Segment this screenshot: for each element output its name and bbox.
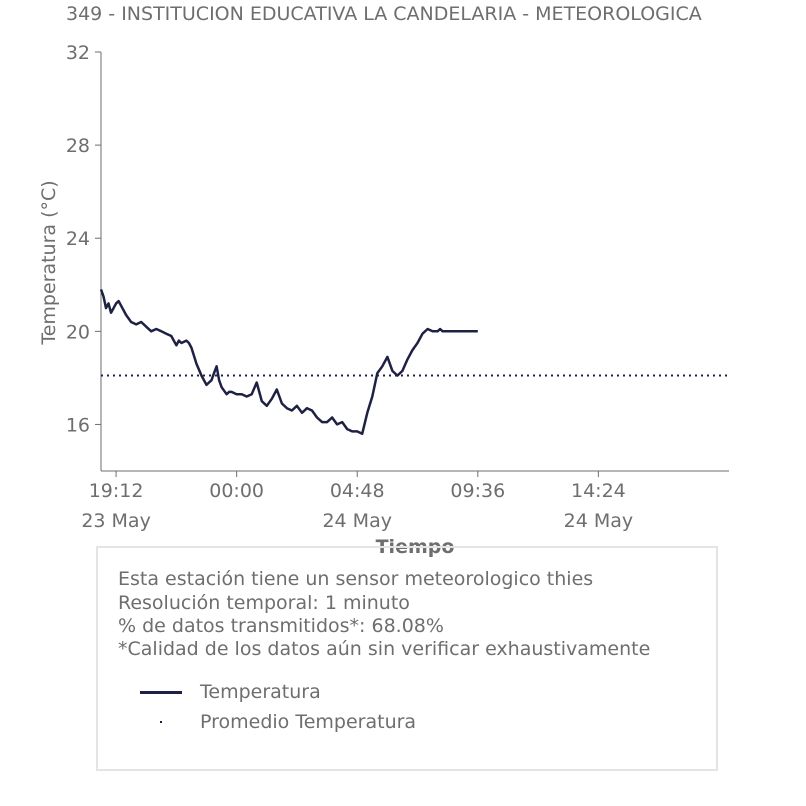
info-box <box>96 546 718 771</box>
transmitted-info: % de datos transmitidos*: 68.08% <box>118 615 444 637</box>
resolution-info: Resolución temporal: 1 minuto <box>118 592 410 614</box>
x-axis-label: Tiempo <box>375 536 455 558</box>
x-tick-date-label: 23 May <box>81 510 151 532</box>
station-info: Esta estación tiene un sensor meteorologico thies <box>118 568 594 590</box>
x-tick-label: 14:24 <box>570 480 626 502</box>
y-axis-label: Temperatura (°C) <box>38 180 60 345</box>
y-tick-label: 20 <box>65 321 90 344</box>
y-tick-label: 28 <box>65 135 90 158</box>
y-tick-label: 24 <box>65 228 90 251</box>
x-tick-label: 00:00 <box>209 480 265 502</box>
x-tick-label: 04:48 <box>329 480 385 502</box>
quality-note: *Calidad de los datos aún sin verificar exhaustivamente <box>118 638 651 660</box>
legend-item-promedio <box>140 710 416 734</box>
x-tick-date-label: 24 May <box>322 510 392 532</box>
chart-title: 349 - INSTITUCION EDUCATIVA LA CANDELARIA - METEOROLOGICA <box>66 3 702 25</box>
legend-item-temperatura <box>140 680 321 704</box>
x-tick-label: 19:12 <box>88 480 144 502</box>
legend-dotted-line <box>140 717 182 727</box>
x-tick-date-label: 24 May <box>563 510 634 532</box>
legend-label-temperatura: Temperatura <box>200 681 321 703</box>
x-tick-label: 09:36 <box>450 480 506 502</box>
temperature-series-line <box>101 289 478 433</box>
legend-label-promedio: Promedio Temperatura <box>200 711 417 733</box>
legend-solid-line <box>140 691 182 694</box>
y-tick-label: 16 <box>65 414 90 437</box>
y-tick-label: 32 <box>65 42 90 64</box>
